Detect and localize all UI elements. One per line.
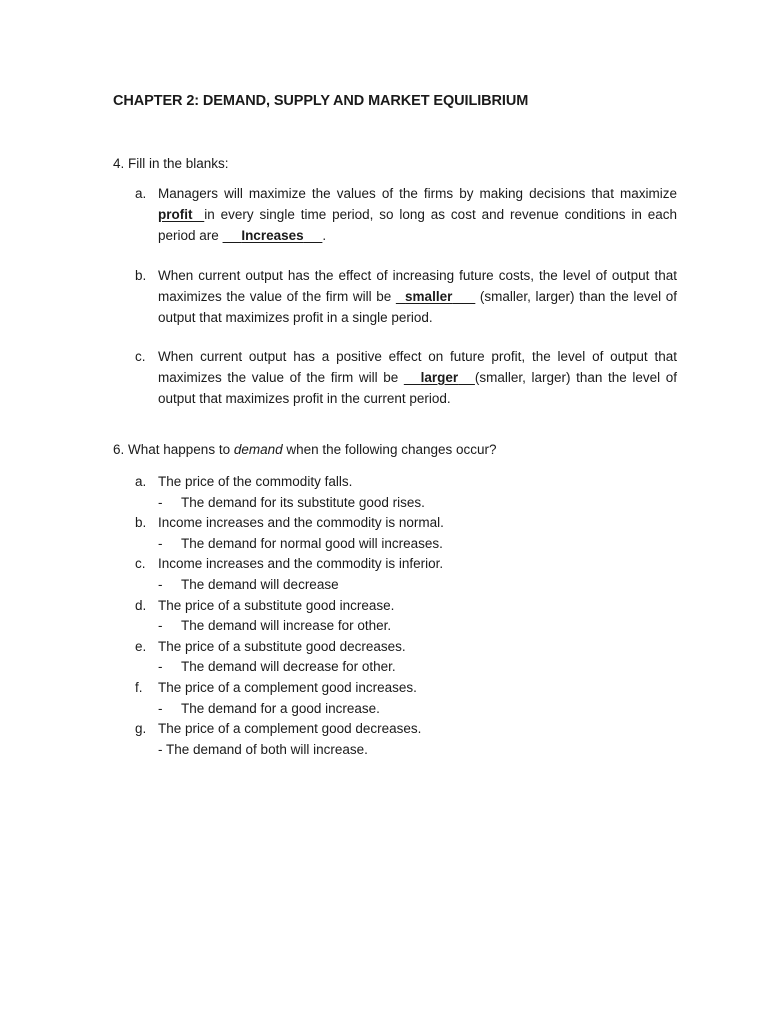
list-marker: c. [135, 556, 146, 572]
list-marker: b. [135, 515, 147, 531]
list-marker: a. [135, 186, 147, 201]
answer-blank-profit: profit [158, 206, 193, 222]
list-item [135, 513, 695, 534]
dash-marker: - [158, 535, 163, 551]
answer-text: - The demand of both will increase. [158, 741, 368, 757]
list-item-text: Income increases and the commodity is inferior. [158, 556, 444, 572]
list-item-answer [135, 699, 695, 720]
list-item [135, 637, 695, 658]
answer-text: The demand will increase for other. [181, 618, 392, 634]
question-4b-text: When current output has the effect of increasing future costs, the level of output that maximizes the value of the firm will be smaller (smaller, larger) than the level of output that maximizes profit in a single period. [158, 268, 677, 325]
list-item-answer [135, 534, 695, 555]
answer-blank-larger: larger [420, 369, 459, 385]
question-4c-text: When current output has a positive effect on future profit, the level of output that maximizes the value of the firm will be larger (smaller, larger) than the level of output that maximizes profit in the current period. [158, 349, 677, 406]
dash-marker: - [158, 576, 163, 592]
list-item [135, 472, 695, 493]
answer-blank-smaller: smaller [405, 288, 453, 304]
question-4b [135, 266, 677, 328]
list-item-text: The price of a complement good decreases. [158, 721, 422, 737]
list-item-text: The price of a substitute good increase. [158, 597, 395, 613]
list-marker: b. [135, 268, 147, 283]
list-marker: c. [135, 349, 146, 364]
question-6-list [135, 472, 695, 760]
chapter-title: CHAPTER 2: DEMAND, SUPPLY AND MARKET EQUILIBRIUM [113, 93, 529, 109]
list-item-answer [135, 493, 695, 514]
question-6-heading: 6. What happens to demand when the following changes occur? [113, 442, 497, 457]
answer-text: The demand for a good increase. [181, 700, 380, 716]
dash-marker: - [158, 618, 163, 634]
dash-marker: - [158, 700, 163, 716]
list-item [135, 554, 695, 575]
list-item [135, 719, 695, 740]
question-4c [135, 347, 677, 409]
list-item-answer [135, 575, 695, 596]
dash-marker: - [158, 494, 163, 510]
question-4a [135, 184, 677, 246]
question-4-heading: 4. Fill in the blanks: [113, 156, 229, 171]
list-item-answer [135, 740, 695, 761]
answer-text: The demand will decrease [181, 576, 339, 592]
list-marker: a. [135, 474, 147, 489]
list-marker: f. [135, 679, 143, 695]
list-item-text: The price of a complement good increases. [158, 679, 417, 695]
answer-blank-increases: Increases [241, 227, 304, 243]
list-item [135, 678, 695, 699]
answer-text: The demand for normal good will increases. [181, 535, 443, 551]
list-item-answer [135, 616, 695, 637]
question-4a-text: Managers will maximize the values of the firms by making decisions that maximize profit in every single time period, so long as cost and revenue conditions in each period are Increases . [158, 186, 677, 243]
dash-marker: - [158, 659, 163, 675]
list-item-answer [135, 657, 695, 678]
list-item-text: The price of the commodity falls. [158, 474, 353, 489]
answer-text: The demand will decrease for other. [181, 659, 396, 675]
list-item-text: Income increases and the commodity is normal. [158, 515, 444, 531]
list-item [135, 596, 695, 617]
list-marker: d. [135, 597, 147, 613]
list-item-text: The price of a substitute good decreases. [158, 638, 406, 654]
list-marker: e. [135, 638, 147, 654]
answer-text: The demand for its substitute good rises. [181, 494, 425, 510]
list-marker: g. [135, 721, 147, 737]
